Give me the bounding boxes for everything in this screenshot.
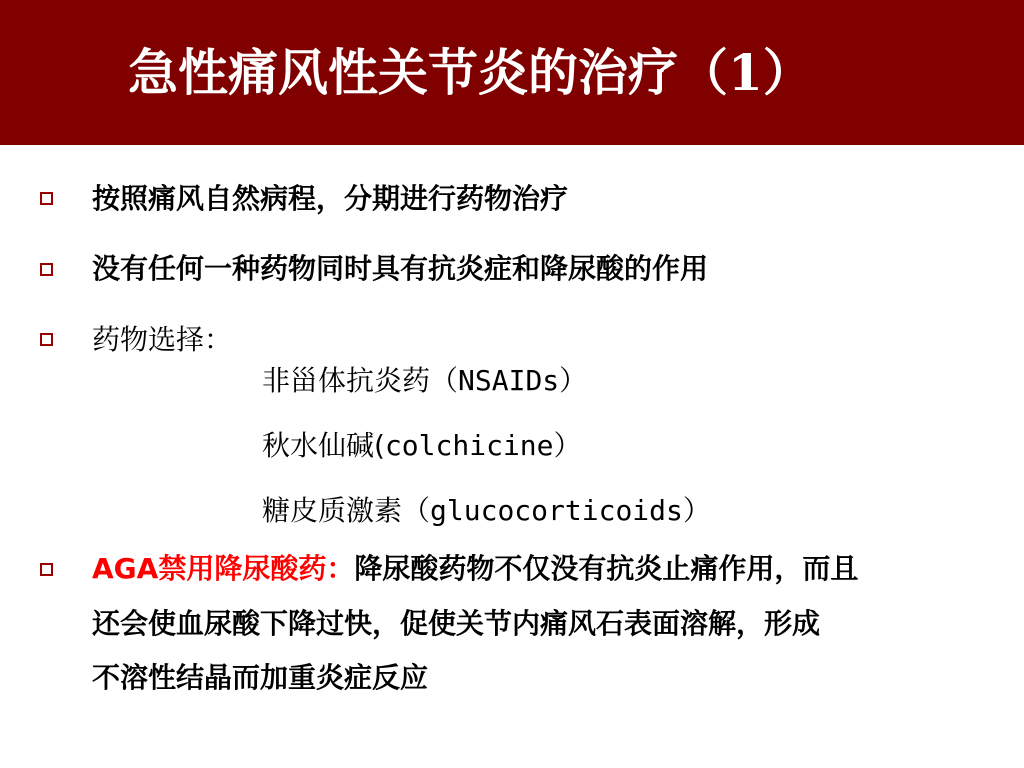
- drug-choice-label: 药物选择：: [92, 323, 233, 356]
- bullet-text-2: 没有任何一种药物同时具有抗炎症和降尿酸的作用: [92, 252, 709, 285]
- drug-option-en: NSAIDs: [458, 364, 560, 397]
- drug-option-zh: 糖皮质激素（: [262, 494, 431, 527]
- bullet-text-4-line-2: 还会使血尿酸下降过快，促使关节内痛风石表面溶解，形成: [92, 607, 821, 640]
- drug-option-en: colchicine: [384, 429, 554, 462]
- drug-option-close: ）: [553, 429, 582, 462]
- drug-option-nsaids: [262, 363, 587, 399]
- drug-option-close: ）: [682, 494, 711, 527]
- slide-title: 急性痛风性关节炎的治疗（1）: [128, 43, 813, 102]
- hollow-square-bullet-icon: [40, 263, 53, 276]
- hollow-square-bullet-icon: [40, 333, 53, 346]
- bullet-text-4-line-1: [92, 551, 858, 587]
- hollow-square-bullet-icon: [40, 192, 53, 205]
- drug-option-en: glucocorticoids: [430, 494, 683, 527]
- bullet-text-4-line-3: 不溶性结晶而加重炎症反应: [92, 661, 429, 694]
- aga-warning-text: 降尿酸药物不仅没有抗炎止痛作用，而且: [354, 552, 859, 585]
- drug-option-zh: 非甾体抗炎药（: [262, 364, 459, 397]
- drug-option-zh: 秋水仙碱(: [262, 429, 385, 462]
- bullet-text-1: 按照痛风自然病程，分期进行药物治疗: [92, 182, 569, 215]
- hollow-square-bullet-icon: [40, 563, 53, 576]
- drug-option-colchicine: [262, 428, 582, 464]
- drug-option-close: ）: [559, 364, 588, 397]
- aga-warning-highlight: AGA禁用降尿酸药：: [92, 552, 355, 585]
- drug-option-glucocorticoids: [262, 493, 711, 529]
